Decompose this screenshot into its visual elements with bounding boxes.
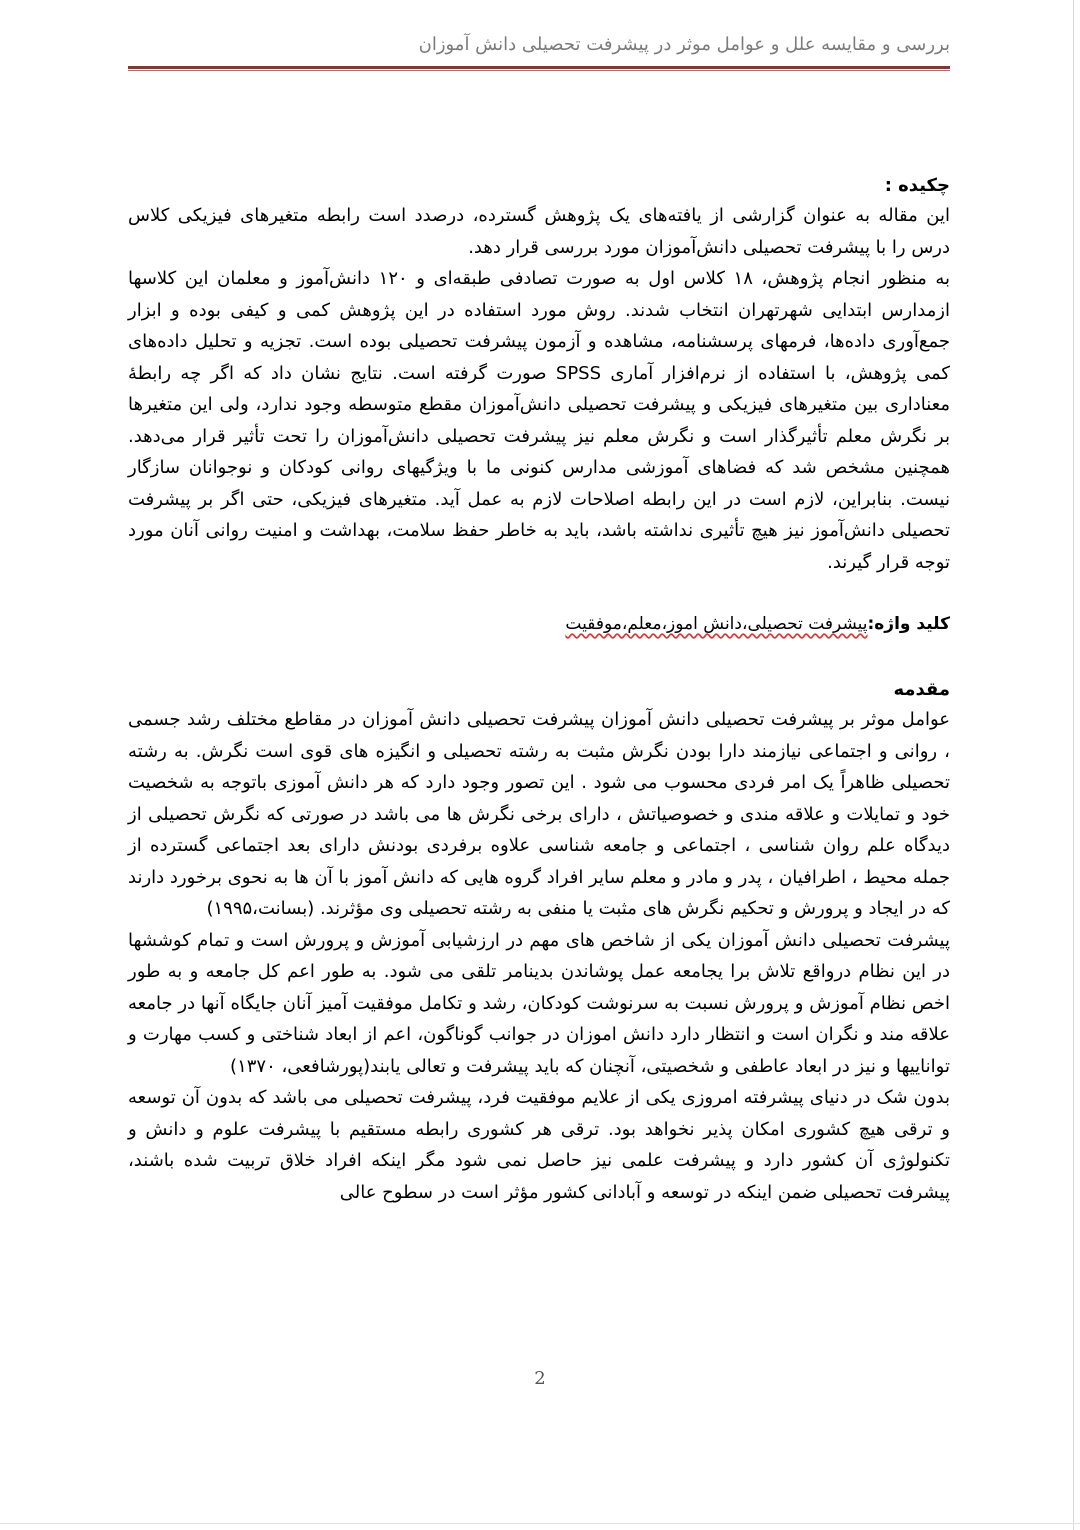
document-body: [128, 172, 950, 1208]
page-edge-right: [1073, 0, 1074, 1530]
introduction-paragraph: بدون شک در دنیای پیشرفته امروزی یکی از علایم موفقیت فرد، پیشرفت تحصیلی می باشد که بدون آن توسعه و ترقی هیچ کشوری امکان پذیر نخواهد بود. ترقی هر کشوری رابطه مستقیم با پیشرفت علوم و دانش و تکنولوژی آن کشور دارد و پیشرفت علمی نیز حاصل نمی شود مگر اینکه افراد خلاق تربیت شده باشند، پیشرفت تحصیلی ضمن اینکه در توسعه و آبادانی کشور مؤثر است در سطوح عالی: [128, 1087, 950, 1203]
abstract-paragraph: این مقاله به عنوان گزارشی از یافته‌های یک پژوهش گسترده، درصدد است رابطه متغیرهای فیزیکی کلاس درس را با پیشرفت تحصیلی دانش‌آموزان مورد بررسی قرار دهد.: [128, 205, 950, 258]
introduction-paragraph: پیشرفت تحصیلی دانش آموزان یکی از شاخص های مهم در ارزشیابی آموزش و پرورش است و تمام کوششها در این نظام درواقع تلاش برا یجامعه عمل پوشاندن بدینامر تلقی می شود. به طور اعم کل جامعه و به طور اخص نظام آموزش و پرورش نسبت به سرنوشت کودکان، رشد و تکامل موفقیت آمیز آنان جایگاه آنها در جامعه علاقه مند و نگران است و انتظار دارد دانش اموزان در جوانب گوناگون، اعم از ابعاد شناختی و کسب مهارت و تواناییها و نیز در ابعاد عاطفی و شخصیتی، آنچنان که باید پیشرفت و تعالی یابند(پورشافعی، ۱۳۷۰): [128, 929, 950, 1077]
header-rule: [128, 66, 950, 69]
header-rule-thin: [128, 70, 950, 71]
introduction-paragraph: عوامل موثر بر پیشرفت تحصیلی دانش آموزان پیشرفت تحصیلی دانش آموزان در مقاطع مختلف رشد جسمی ، روانی و اجتماعی نیازمند دارا بودن نگرش مثبت به رشته تحصیلی و انگیزه های قوی است نگرش. به رشته تحصیلی ظاهراً یک امر فردی محسوب می شود . این تصور وجود دارد که هر دانش آموزی باتوجه به شخصیت خود و تمایلات و علاقه مندی و خصوصیاتش ، دارای برخی نگرش ها می باشد در صورتی که نگرش تحصیلی از دیدگاه علم روان شناسی ، اجتماعی و جامعه شناسی علاوه برفردی بودنش دارای بعد اجتماعی گسترده از جمله محیط ، اطرافیان ، پدر و مادر و معلم سایر افراد گروه هایی که دانش آموز با آن ها به نحوی برخورد دارند که در ایجاد و پرورش و تحکیم نگرش های مثبت یا منفی به رشته تحصیلی وی مؤثرند. (بسانت،۱۹۹۵): [128, 709, 950, 919]
running-header: بررسی و مقایسه علل و عوامل موثر در پیشرفت تحصیلی دانش آموزان: [418, 34, 950, 55]
abstract-paragraph: به منظور انجام پژوهش، ۱۸ کلاس اول به صورت تصادفی طبقه‌ای و ۱۲۰ دانش‌آموز و معلمان این کلاسها ازمدارس ابتدایی شهرتهران انتخاب شدند. روش مورد استفاده در این پژوهش کمی و کیفی بوده و ابزار جمع‌آوری داده‌ها، فرمهای پرسشنامه، مشاهده و آزمون پیشرفت تحصیلی بوده است. تجزیه و تحلیل داده‌های کمی پژوهش، با استفاده از نرم‌افزار آماری SPSS صورت گرفته است. نتایج نشان داد که اگر چه رابطهٔ معناداری بین متغیرهای فیزیکی و پیشرفت تحصیلی دانش‌آموزان مقطع متوسطه وجود ندارد، ولی این متغیرها بر نگرش معلم تأثیرگذار است و نگرش معلم نیز پیشرفت تحصیلی دانش‌آموزان را تحت تأثیر قرار می‌دهد. همچنین مشخص شد که فضاهای آموزشی مدارس کنونی ما با ویژگیهای روانی کودکان و نوجوانان سازگار نیست. بنابراین، لازم است در این رابطه اصلاحات لازم به عمل آید. متغیرهای فیزیکی، حتی اگر بر پیشرفت تحصیلی دانش‌آموز نیز هیچ تأثیری نداشته باشد، باید به خاطر حفظ سلامت، بهداشت و امنیت روانی آنان مورد توجه قرار گیرند.: [128, 268, 950, 573]
introduction-heading: مقدمه: [893, 679, 950, 700]
page-number: 2: [534, 1368, 546, 1389]
keywords-line: [128, 610, 950, 638]
page-edge-bottom: [0, 1523, 1080, 1524]
abstract-heading: چکیده :: [884, 175, 950, 196]
keywords-text: پیشرفت تحصیلی،دانش اموز،معلم،موفقیت: [565, 614, 868, 634]
keywords-label: کلید واژه:: [867, 614, 950, 634]
